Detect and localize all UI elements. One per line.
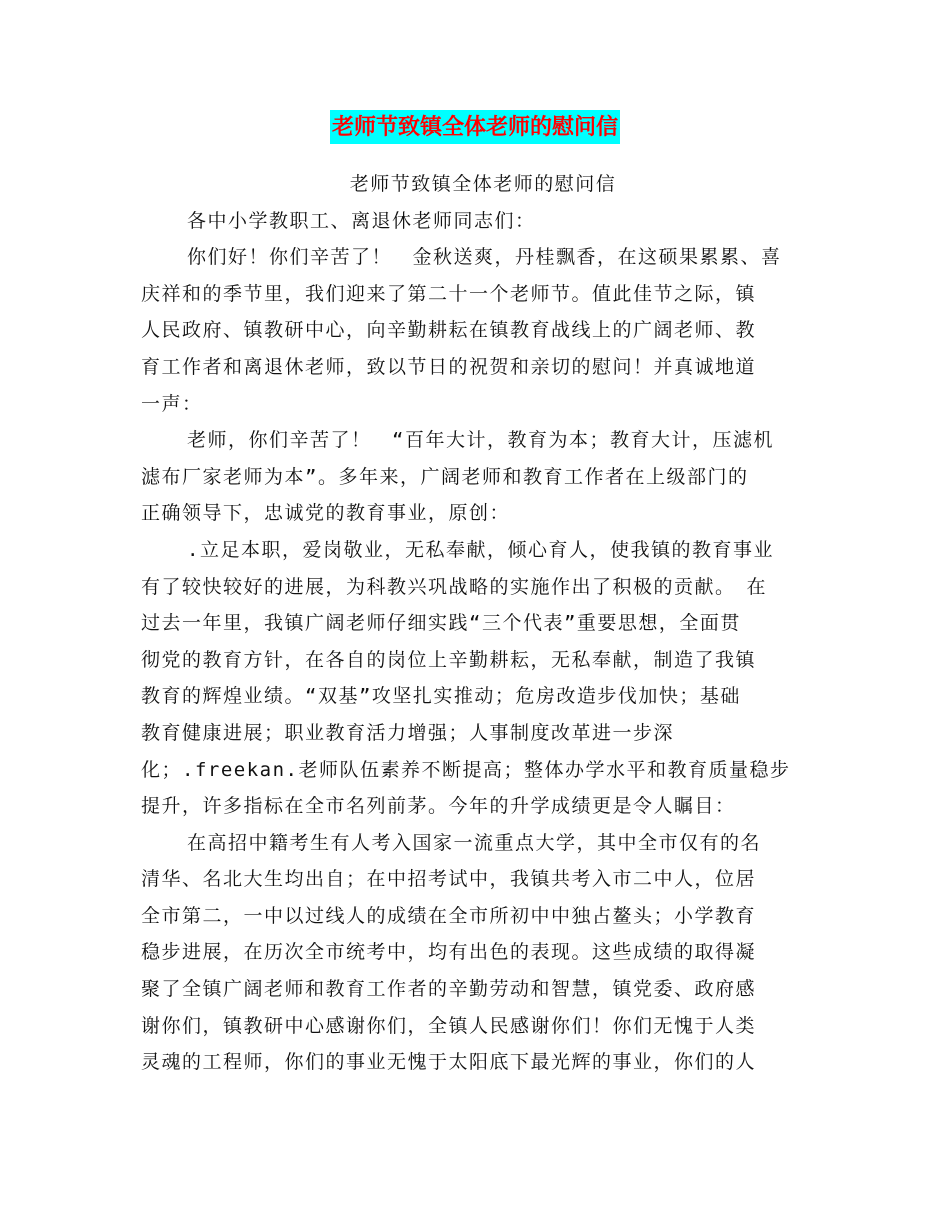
text-line: 在高招中籍考生有人考入国家一流重点大学，其中全市仅有的名 <box>187 831 762 854</box>
letter-subtitle: 老师节致镇全体老师的慰问信 <box>349 173 617 195</box>
text-line: 滤布厂家老师为本”。多年来，广阔老师和教育工作者在上级部门的 <box>141 465 749 488</box>
text-line: 一声： <box>141 392 203 415</box>
text-line: 彻党的教育方针，在各自的岗位上辛勤耕耘，无私奉献，制造了我镇 <box>141 648 757 671</box>
text-line: 聚了全镇广阔老师和教育工作者的辛勤劳动和智慧，镇党委、政府感 <box>141 978 757 1001</box>
text-line: 教育的辉煌业绩。“双基”攻坚扎实推动；危房改造步伐加快；基础 <box>141 685 741 708</box>
text-line: 清华、名北大生均出自；在中招考试中，我镇共考入市二中人，位居 <box>141 868 757 891</box>
text-line: 有了较快较好的进展，为科教兴巩战略的实施作出了积极的贡献。 在 <box>141 575 768 598</box>
text-line: 灵魂的工程师，你们的事业无愧于太阳底下最光辉的事业，你们的人 <box>141 1051 757 1074</box>
text-line: 人民政府、镇教研中心，向辛勤耕耘在镇教育战线上的广阔老师、教 <box>141 319 757 342</box>
text-line: .立足本职，爱岗敬业，无私奉献，倾心育人，使我镇的教育事业 <box>187 538 774 561</box>
text-line: 你们好！你们辛苦了！ 金秋送爽，丹桂飘香，在这硕果累累、喜 <box>187 246 782 269</box>
text-line: 谢你们，镇教研中心感谢你们，全镇人民感谢你们！你们无愧于人类 <box>141 1014 757 1037</box>
document-title: 老师节致镇全体老师的慰问信 <box>330 110 620 144</box>
text-line: 全市第二，一中以过线人的成绩在全市所初中中独占鳌头；小学教育 <box>141 904 757 927</box>
text-line: 稳步进展，在历次全市统考中，均有出色的表现。这些成绩的取得凝 <box>141 941 757 964</box>
text-line: 教育健康进展；职业教育活力增强；人事制度改革进一步深 <box>141 721 675 744</box>
title-row <box>0 110 950 144</box>
text-line: 正确领导下，忠诚党的教育事业，原创： <box>141 502 511 525</box>
letter-salutation: 各中小学教职工、离退休老师同志们： <box>187 209 536 232</box>
text-line: 育工作者和离退休老师，致以节日的祝贺和亲切的慰问！并真诚地道 <box>141 355 757 378</box>
text-line: 提升，许多指标在全市名列前茅。今年的升学成绩更是令人瞩目： <box>141 795 736 818</box>
text-line: 过去一年里，我镇广阔老师仔细实践“三个代表”重要思想，全面贯 <box>141 612 741 635</box>
text-line: 老师，你们辛苦了！ “百年大计，教育为本；教育大计，压滤机 <box>187 429 774 452</box>
document-body <box>141 166 811 1081</box>
text-line: 化；.freekan.老师队伍素养不断提高；整体办学水平和教育质量稳步 <box>141 758 791 781</box>
text-line: 庆祥和的季节里，我们迎来了第二十一个老师节。值此佳节之际，镇 <box>141 282 757 305</box>
